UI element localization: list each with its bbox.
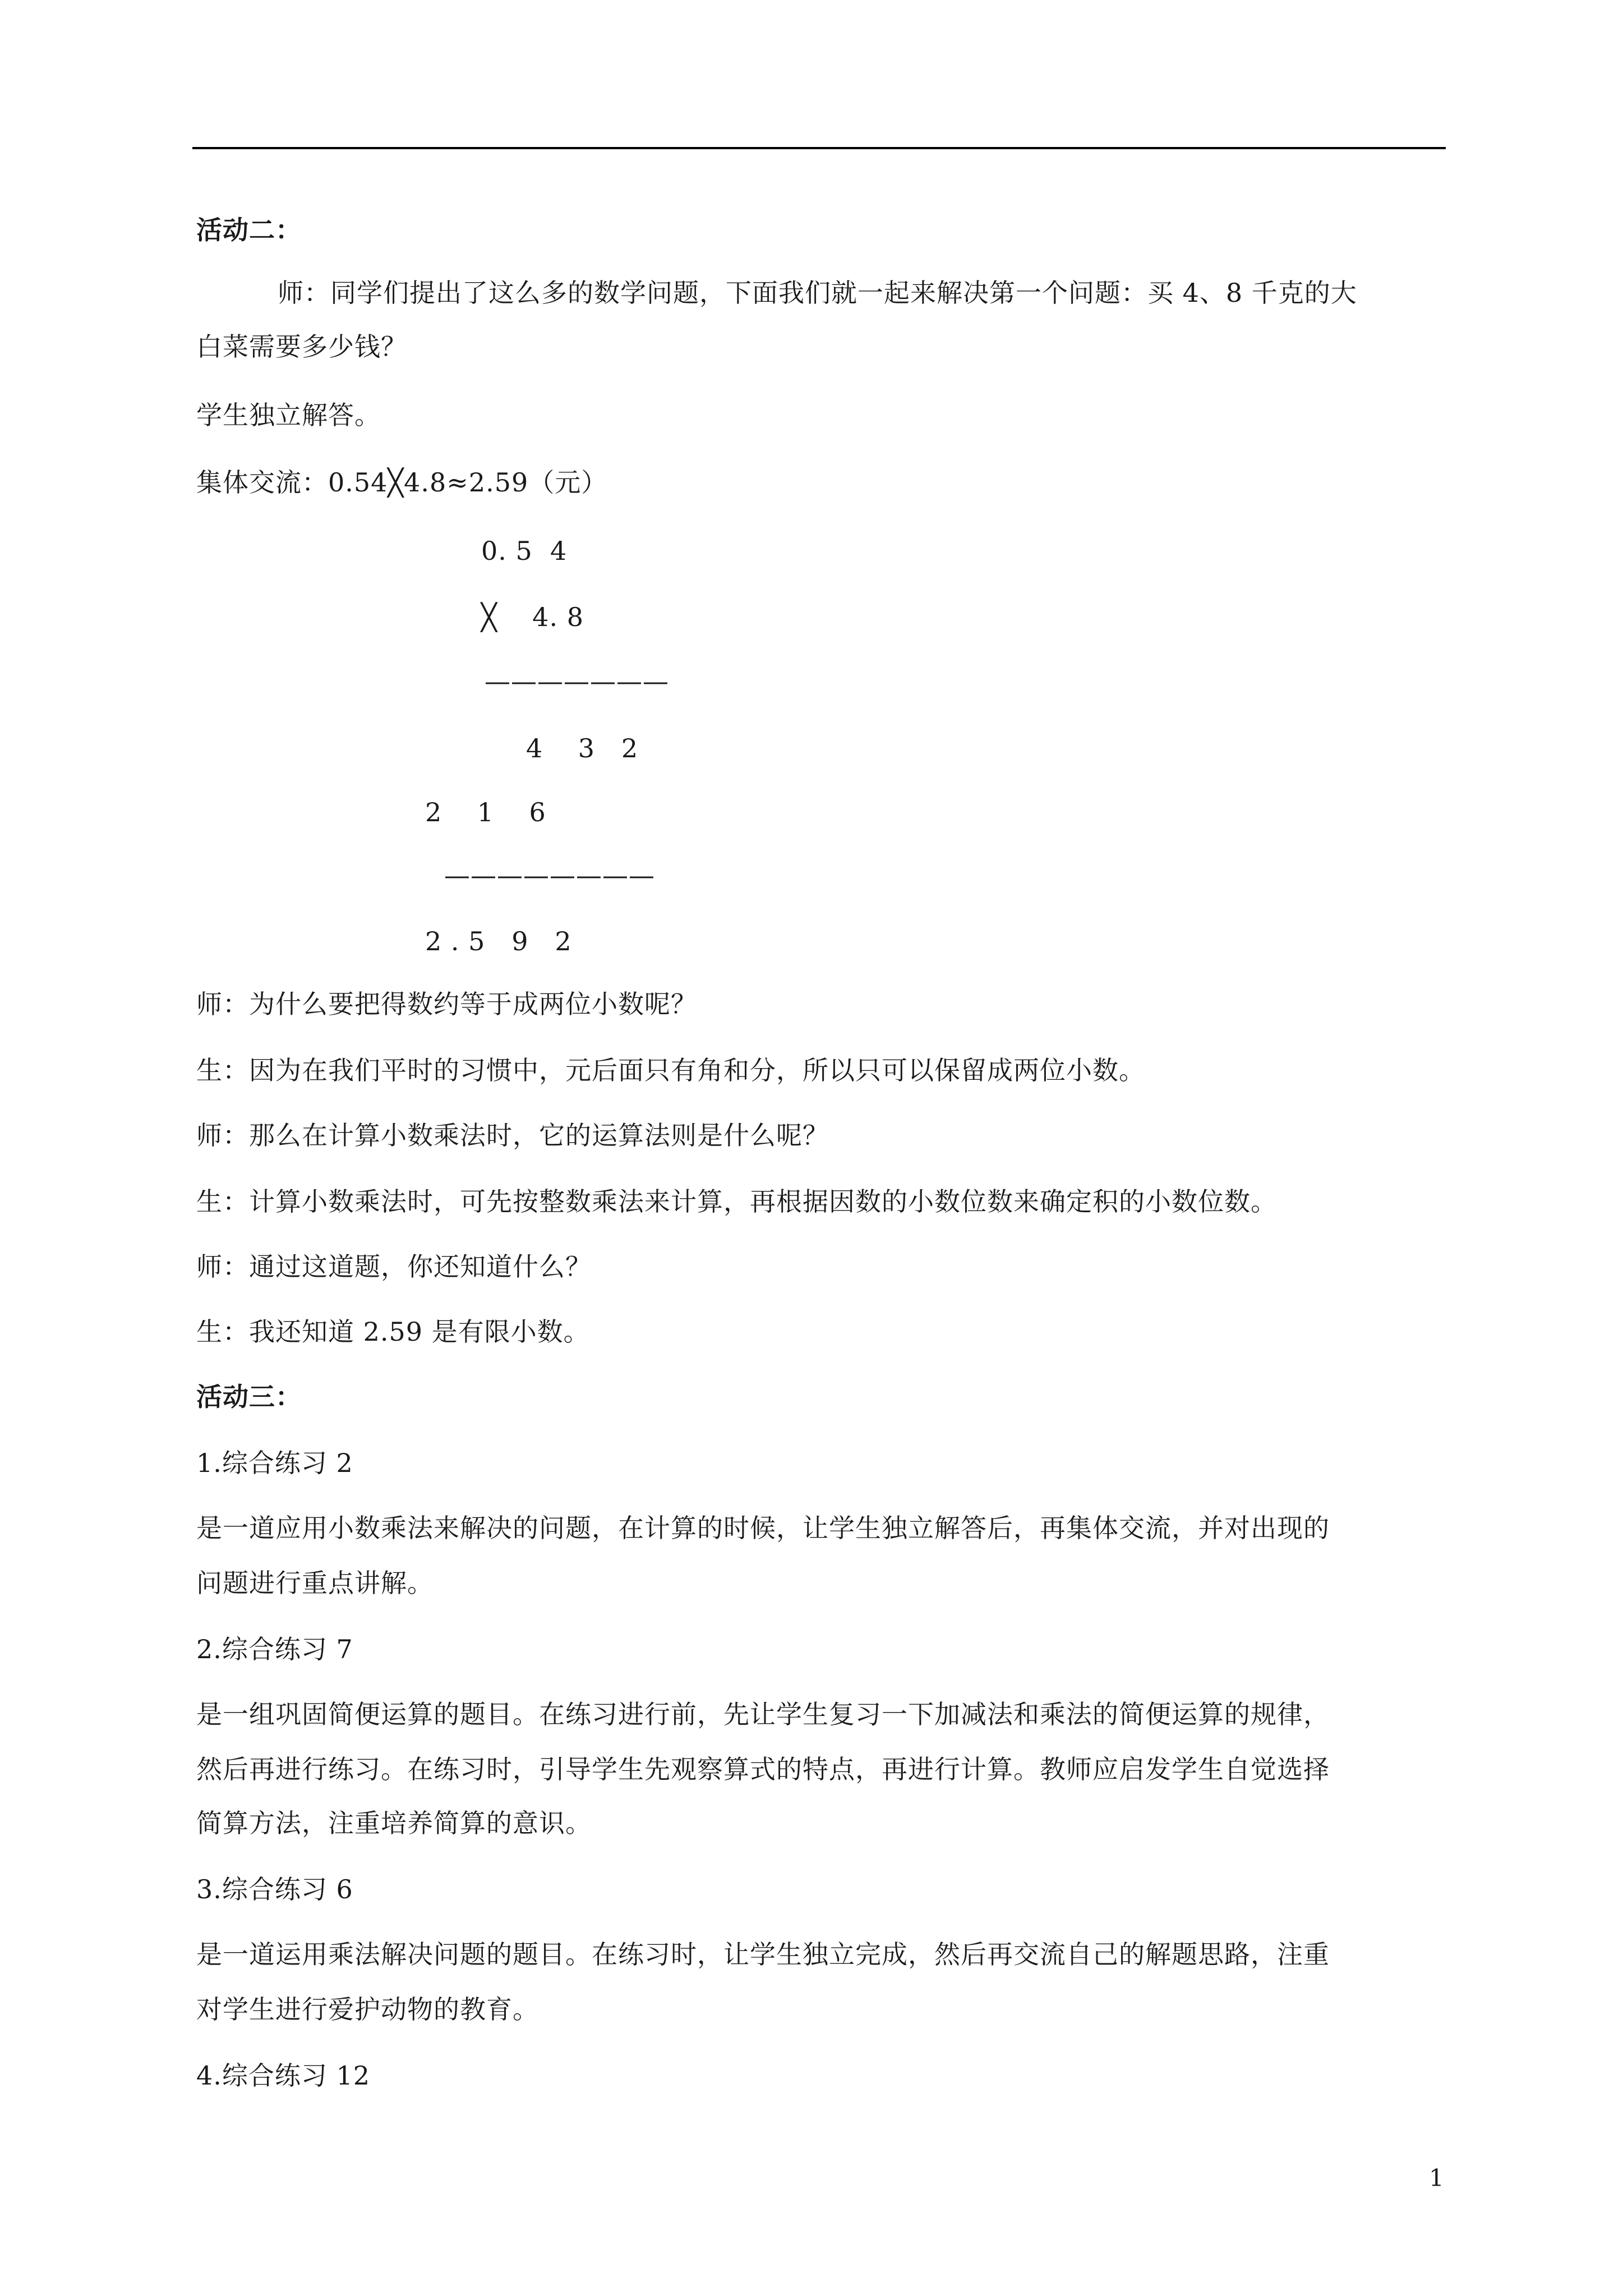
calc-multiplicand: 0. 5 4 xyxy=(481,536,568,566)
page-number: 1 xyxy=(1429,2164,1444,2192)
exercise-3-title: 3.综合练习 6 xyxy=(196,1874,353,1904)
calc-rule-2: ———————— xyxy=(444,860,655,890)
dialogue-line: 生：我还知道 2.59 是有限小数。 xyxy=(196,1317,590,1347)
dialogue-line: 师：为什么要把得数约等于成两位小数呢？ xyxy=(196,989,697,1019)
dialogue-line: 生：因为在我们平时的习惯中，元后面只有角和分，所以只可以保留成两位小数。 xyxy=(196,1055,1145,1085)
exercise-2-text: 是一组巩固简便运算的题目。在练习进行前，先让学生复习一下加减法和乘法的简便运算的规律， xyxy=(196,1699,1330,1729)
activity3-heading: 活动三： xyxy=(196,1382,302,1412)
teacher-question-line1: 师：同学们提出了这么多的数学问题，下面我们就一起来解决第一个问题：买 4、8 千克的大 xyxy=(278,278,1357,308)
exercise-4-title: 4.综合练习 12 xyxy=(196,2060,371,2091)
exercise-1-title: 1.综合练习 2 xyxy=(196,1448,353,1478)
exercise-2-text: 简算方法，注重培养简算的意识。 xyxy=(196,1808,592,1838)
calc-multiplier: ╳ 4. 8 xyxy=(481,602,584,632)
exercise-2-title: 2.综合练习 7 xyxy=(196,1634,353,1664)
exercise-1-text: 问题进行重点讲解。 xyxy=(196,1568,434,1598)
exercise-3-text: 对学生进行爱护动物的教育。 xyxy=(196,1994,539,2024)
group-exchange: 集体交流：0.54╳4.8≈2.59（元） xyxy=(196,467,608,498)
activity2-heading: 活动二： xyxy=(196,215,302,245)
exercise-1-text: 是一道应用小数乘法来解决的问题，在计算的时候，让学生独立解答后，再集体交流，并对出现的 xyxy=(196,1513,1330,1543)
dialogue-line: 师：通过这道题，你还知道什么？ xyxy=(196,1251,592,1282)
dialogue-line: 师：那么在计算小数乘法时，它的运算法则是什么呢？ xyxy=(196,1120,829,1151)
calc-result: 2 . 5 9 2 xyxy=(425,926,572,956)
calc-partial-product-1: 4 3 2 xyxy=(526,733,639,763)
calc-rule-1: ——————— xyxy=(485,666,669,696)
calc-partial-product-2: 2 1 6 xyxy=(425,797,546,827)
teacher-question-line2: 白菜需要多少钱？ xyxy=(196,332,407,362)
students-solve: 学生独立解答。 xyxy=(196,400,381,430)
dialogue-line: 生：计算小数乘法时，可先按整数乘法来计算，再根据因数的小数位数来确定积的小数位数。 xyxy=(196,1186,1277,1217)
exercise-3-text: 是一道运用乘法解决问题的题目。在练习时，让学生独立完成，然后再交流自己的解题思路，注重 xyxy=(196,1939,1330,1970)
exercise-2-text: 然后再进行练习。在练习时，引导学生先观察算式的特点，再进行计算。教师应启发学生自觉选择 xyxy=(196,1754,1330,1784)
header-rule xyxy=(192,147,1446,149)
